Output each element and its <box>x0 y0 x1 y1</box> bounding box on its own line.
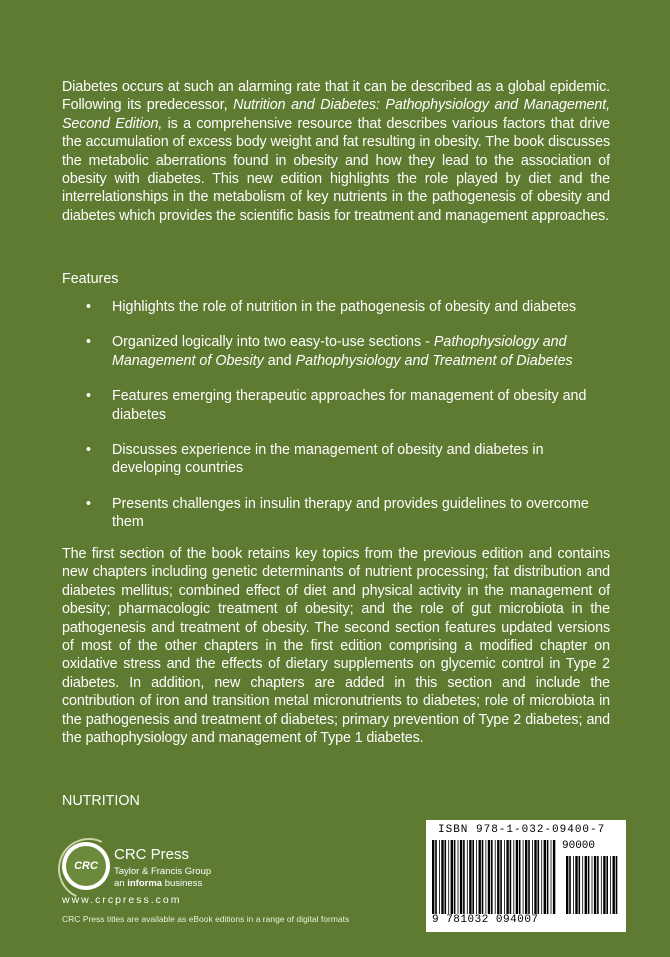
barcode-bar <box>610 856 611 914</box>
barcode-bar <box>594 856 596 914</box>
feature-item <box>62 495 610 532</box>
crc-logo-icon <box>62 842 110 890</box>
barcode-bar <box>516 840 518 914</box>
barcode-bar <box>432 840 434 914</box>
feature-text: Presents challenges in insulin therapy and provides guidelines to overcome them <box>112 495 589 531</box>
barcode-bar <box>504 840 505 914</box>
addon-barcode-bars <box>566 856 618 914</box>
barcode-bar <box>479 840 481 914</box>
barcode-addon-number: 90000 <box>562 840 596 852</box>
barcode-bar <box>553 840 555 914</box>
barcode-bar <box>551 840 552 914</box>
barcode-bar <box>597 856 599 914</box>
barcode-bar <box>454 840 456 914</box>
barcode-bar <box>495 840 496 914</box>
bullet-icon: • <box>86 388 92 405</box>
publisher-parent <box>114 878 202 889</box>
barcode-bar <box>528 840 530 914</box>
barcode-bar <box>566 856 568 914</box>
barcode-bar <box>506 840 508 914</box>
barcode-bar <box>486 840 487 914</box>
feature-text: Organized logically into two easy-to-use sections - <box>112 334 434 351</box>
barcode-bar <box>575 856 577 914</box>
features-heading: Features <box>62 271 119 287</box>
barcode-bar <box>519 840 521 914</box>
feature-section-title: Pathophysiology and Management of Obesity <box>112 334 567 369</box>
barcode-bar <box>435 840 437 914</box>
bullet-icon: • <box>86 334 92 351</box>
barcode-bar <box>445 840 447 914</box>
barcode-bar <box>538 840 540 914</box>
barcode-bar <box>513 840 514 914</box>
parent-prefix: an <box>114 878 128 889</box>
parent-suffix: business <box>162 878 203 889</box>
barcode-bar <box>573 856 574 914</box>
barcode-bar <box>523 840 524 914</box>
intro-paragraph <box>62 78 610 225</box>
barcode-bar <box>592 856 593 914</box>
feature-item <box>62 333 610 370</box>
barcode-bar <box>472 840 474 914</box>
isbn-label: ISBN 978-1-032-09400-7 <box>438 824 606 836</box>
feature-text: and <box>263 352 296 369</box>
barcode-bar <box>448 840 449 914</box>
barcode-bar <box>460 840 462 914</box>
feature-section-title: Pathophysiology and Treatment of Diabetes <box>295 352 573 369</box>
barcode-bar <box>476 840 477 914</box>
barcode-bar <box>463 840 465 914</box>
bullet-icon: • <box>86 442 92 459</box>
barcode-bar <box>532 840 533 914</box>
ebook-note: CRC Press titles are available as eBook editions in a range of digital formats <box>62 914 350 924</box>
barcode-bar <box>588 856 590 914</box>
feature-item <box>62 387 610 424</box>
barcode-bar <box>441 840 443 914</box>
barcode-bar <box>585 856 587 914</box>
barcode-bar <box>579 856 581 914</box>
feature-text: Discusses experience in the management of obesity and diabetes in developing countries <box>112 442 544 477</box>
barcode-bar <box>525 840 527 914</box>
barcode-bar <box>491 840 493 914</box>
barcode-bar <box>482 840 484 914</box>
intro-text-2: is a comprehensive resource that describes various factors that drive the accumulation of excess body weight and fat resulting in obesity. The book discusses the metabolic aberrations found in obesity and how they lead to the association of obesity with diabetes. This new edition highlights the role played by diet and the interrelationships in the metabolism of key nutrients in the pathogenesis of obesity and diabetes which provides the scientific basis for treatment and management approaches. <box>62 115 610 224</box>
barcode-bar <box>582 856 583 914</box>
ean-barcode-bars <box>432 840 556 914</box>
feature-text: Highlights the role of nutrition in the pathogenesis of obesity and diabetes <box>112 299 577 315</box>
barcode-bar <box>603 856 605 914</box>
barcode-bar <box>616 856 618 914</box>
barcode-bar <box>601 856 602 914</box>
features-list <box>62 298 610 532</box>
barcode-bar <box>469 840 471 914</box>
barcode-bar <box>613 856 615 914</box>
isbn-barcode <box>426 820 626 932</box>
barcode-bar <box>439 840 440 914</box>
subject-category: NUTRITION <box>62 793 140 809</box>
barcode-bar <box>544 840 546 914</box>
barcode-bar <box>488 840 490 914</box>
feature-text: Features emerging therapeutic approaches for management of obesity and diabetes <box>112 388 587 423</box>
barcode-bar <box>541 840 542 914</box>
barcode-bar <box>467 840 468 914</box>
barcode-bar <box>569 856 571 914</box>
barcode-bar <box>458 840 459 914</box>
bullet-icon: • <box>86 299 92 315</box>
barcode-bar <box>510 840 512 914</box>
parent-brand: informa <box>127 878 163 889</box>
body-paragraph: The first section of the book retains key topics from the previous edition and contains new chapters including genetic determinants of nutrient processing; fat distribution and diabetes mellitus; combined effect of diet and physical activity in the management of obesity; pharmacologic treatment of obesity; and the role of gut microbiota in the pathogenesis and treatment of obesity. The second section features updated versions of most of the other chapters in the first edition comprising a modified chapter on oxidative stress and the effects of dietary supplements on glycemic control in Type 2 diabetes. In addition, new chapters are added in this section and include the contribution of iron and transition metal micronutrients to diabetes; role of microbiota in the pathogenesis and treatment of diabetes; primary prevention of Type 2 diabetes; and the pathophysiology and management of Type 1 diabetes. <box>62 546 610 747</box>
barcode-bar <box>547 840 549 914</box>
barcode-bar <box>606 856 608 914</box>
barcode-bar <box>451 840 453 914</box>
barcode-bar <box>534 840 536 914</box>
publisher-group: Taylor & Francis Group <box>114 866 212 877</box>
publisher-website: www.crcpress.com <box>62 894 182 906</box>
book-title-italic: Nutrition and Diabetes: Pathophysiology and Management, Second Edition, <box>62 97 611 132</box>
barcode-bar <box>497 840 499 914</box>
crc-logo-text: CRC <box>66 846 106 886</box>
publisher-name: CRC Press <box>114 846 190 863</box>
feature-item <box>62 298 610 316</box>
intro-text-1: Diabetes occurs at such an alarming rate that it can be described as a global epidemic. Following its predecessor, <box>62 79 610 114</box>
barcode-bar <box>500 840 502 914</box>
feature-item <box>62 441 610 478</box>
ean-number: 9 781032 094007 <box>432 914 539 926</box>
bullet-icon: • <box>86 495 92 512</box>
